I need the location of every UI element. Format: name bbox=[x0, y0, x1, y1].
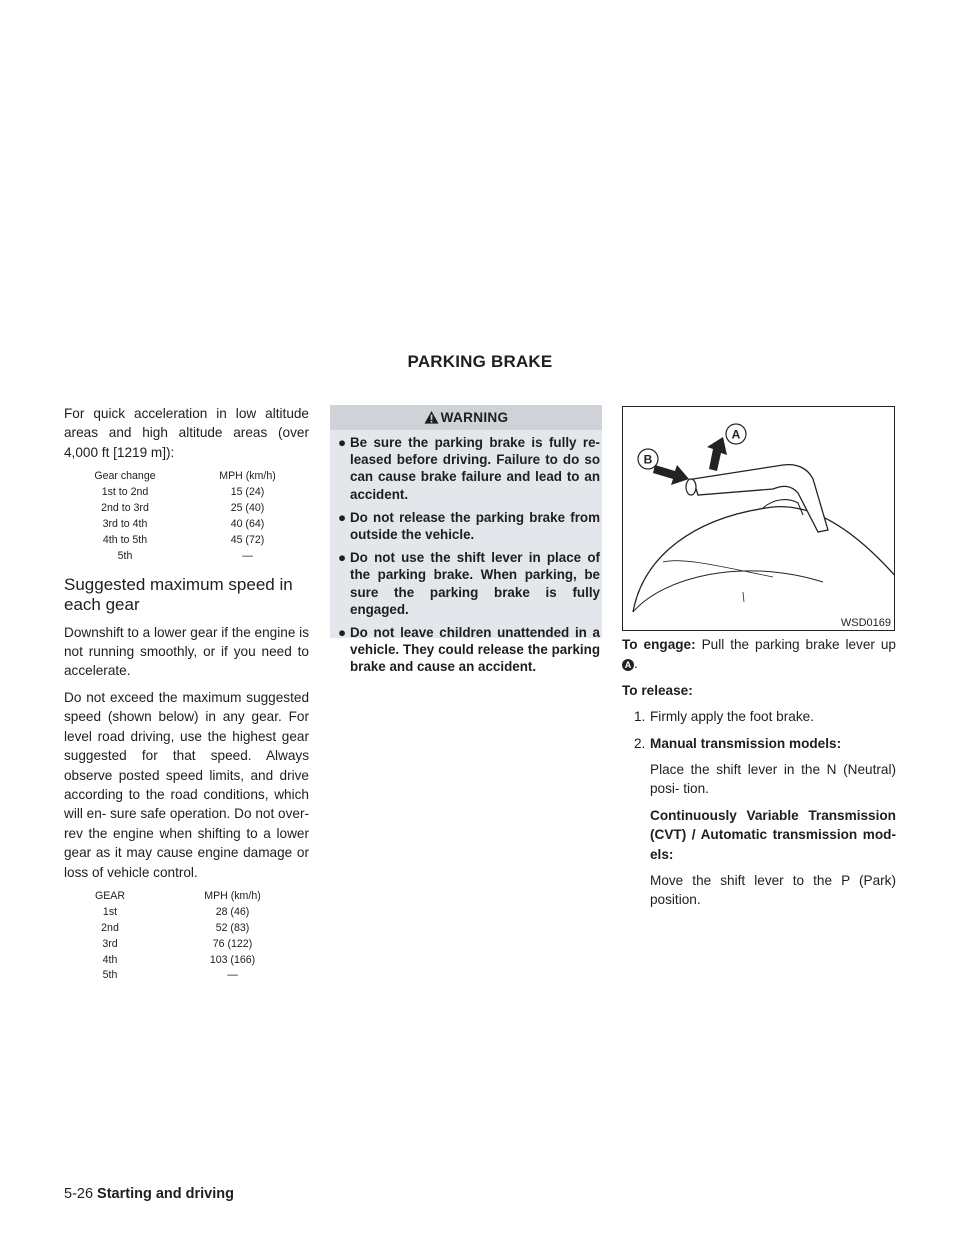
engage-text: Pull the parking brake lever up bbox=[701, 637, 896, 652]
bullet-icon: ● bbox=[338, 550, 347, 566]
label-a: A bbox=[731, 427, 741, 442]
table-cell: 76 (122) bbox=[212, 937, 253, 950]
table-row bbox=[64, 549, 309, 565]
engage-label: To engage: bbox=[622, 637, 696, 652]
table-cell: 4th bbox=[102, 953, 118, 966]
table-row bbox=[64, 533, 309, 549]
table-cell: 2nd to 3rd bbox=[101, 502, 149, 515]
table-cell: 40 (64) bbox=[230, 517, 265, 530]
section-heading: PARKING BRAKE bbox=[407, 352, 553, 371]
warning-list bbox=[338, 434, 600, 682]
page-number: 5-26 bbox=[64, 1186, 94, 1202]
warning-triangle-icon bbox=[424, 410, 439, 425]
table-cell: 28 (46) bbox=[215, 905, 250, 918]
table-row bbox=[64, 517, 309, 533]
gear-change-table bbox=[64, 469, 309, 564]
warning-item bbox=[338, 624, 600, 676]
step-number: 2. bbox=[634, 735, 646, 751]
warning-box bbox=[330, 405, 602, 675]
engage-paragraph bbox=[622, 635, 896, 674]
warning-item bbox=[338, 509, 600, 543]
table-cell: 15 (24) bbox=[230, 486, 265, 499]
downshift-paragraph: Downshift to a lower gear if the engine is not running smoothly, or if you need to accelerate. bbox=[64, 624, 309, 679]
table-cell: 52 (83) bbox=[215, 921, 250, 934]
table-cell: 103 (166) bbox=[209, 953, 256, 966]
table-cell: — bbox=[242, 549, 253, 562]
table-cell: 4th to 5th bbox=[102, 533, 148, 546]
table-row bbox=[64, 921, 309, 937]
step-text: Firmly apply the foot brake. bbox=[650, 709, 814, 725]
cvt-label-text: Continuously Variable Transmission (CVT) / Automatic transmission mod- els: bbox=[650, 807, 896, 862]
release-label bbox=[622, 681, 896, 700]
table-row bbox=[64, 937, 309, 953]
warning-item bbox=[338, 434, 600, 503]
label-b: B bbox=[643, 452, 653, 467]
table-cell: 5th bbox=[102, 969, 118, 982]
table-header: MPH (km/h) bbox=[219, 470, 276, 483]
cvt-label bbox=[622, 806, 896, 864]
subheading-max-speed: Suggested maximum speed in each gear bbox=[64, 574, 293, 614]
warning-item-text: Do not release the parking brake from outside the vehicle. bbox=[350, 509, 600, 543]
table-row bbox=[64, 501, 309, 517]
table-header: MPH (km/h) bbox=[204, 889, 261, 902]
max-speed-paragraph: Do not exceed the maximum suggested speed (shown below) in any gear. For level road driving, use the highest gear suggested for that speed. Always observe posted speed limits, and drive according to the road conditions, which will en- sure safe operation. Do not over-rev the engine when shifting to a lower gear as it may cause engine damage or loss of vehicle control. bbox=[64, 689, 309, 880]
parking-brake-figure bbox=[622, 406, 895, 631]
max-speed-table bbox=[64, 889, 309, 984]
page-footer bbox=[64, 1186, 234, 1202]
table-cell: 1st bbox=[102, 905, 118, 918]
list-item bbox=[622, 734, 896, 753]
bullet-icon: ● bbox=[338, 435, 347, 450]
warning-item-text: Do not leave children unattended in a vehicle. They could release the parking brake and cause an accident. bbox=[350, 625, 600, 675]
table-cell: 3rd to 4th bbox=[102, 517, 148, 530]
bullet-icon: ● bbox=[338, 509, 347, 525]
chapter-title: Starting and driving bbox=[97, 1186, 234, 1202]
table-cell: 45 (72) bbox=[230, 533, 265, 546]
step-number: 1. bbox=[634, 709, 646, 725]
list-item bbox=[622, 707, 896, 726]
right-column bbox=[622, 635, 896, 917]
table-row bbox=[64, 968, 309, 984]
warning-item-text: Do not use the shift lever in place of the parking brake. When parking, be sure the parking brake is fully engaged. bbox=[350, 550, 600, 617]
table-row bbox=[64, 953, 309, 969]
manual-step-text: Place the shift lever in the N (Neutral) posi- tion. bbox=[650, 762, 896, 797]
callout-a-icon: A bbox=[622, 659, 634, 671]
warning-item bbox=[338, 549, 600, 618]
intro-paragraph: For quick acceleration in low altitude areas and high altitude areas (over 4,000 ft [1219 m]): bbox=[64, 406, 309, 460]
table-header-row bbox=[64, 889, 309, 905]
warning-title-bar bbox=[330, 405, 602, 430]
bullet-icon: ● bbox=[338, 625, 347, 641]
engage-end: . bbox=[634, 656, 638, 672]
step-label: Manual transmission models: bbox=[650, 735, 842, 751]
table-header-row bbox=[64, 469, 309, 485]
release-steps bbox=[622, 707, 896, 753]
table-row bbox=[64, 485, 309, 501]
table-cell: — bbox=[227, 969, 238, 982]
table-cell: 1st to 2nd bbox=[101, 486, 149, 499]
table-row bbox=[64, 905, 309, 921]
warning-item-text: Be sure the parking brake is fully re- leased before driving. Failure to do so can cause brake failure and lead to an accident. bbox=[350, 435, 600, 502]
release-label-text: To release: bbox=[622, 682, 693, 698]
cvt-step-text: Move the shift lever to the P (Park) position. bbox=[650, 873, 896, 908]
figure-code: WSD0169 bbox=[840, 617, 891, 629]
table-header: GEAR bbox=[94, 889, 126, 902]
table-cell: 2nd bbox=[101, 921, 119, 934]
table-cell: 5th bbox=[117, 549, 133, 562]
warning-title: WARNING bbox=[440, 410, 509, 425]
parking-brake-illustration bbox=[623, 407, 894, 630]
table-cell: 25 (40) bbox=[230, 502, 265, 515]
table-cell: 3rd bbox=[102, 937, 118, 950]
left-column bbox=[64, 404, 309, 992]
table-header: Gear change bbox=[94, 470, 156, 483]
